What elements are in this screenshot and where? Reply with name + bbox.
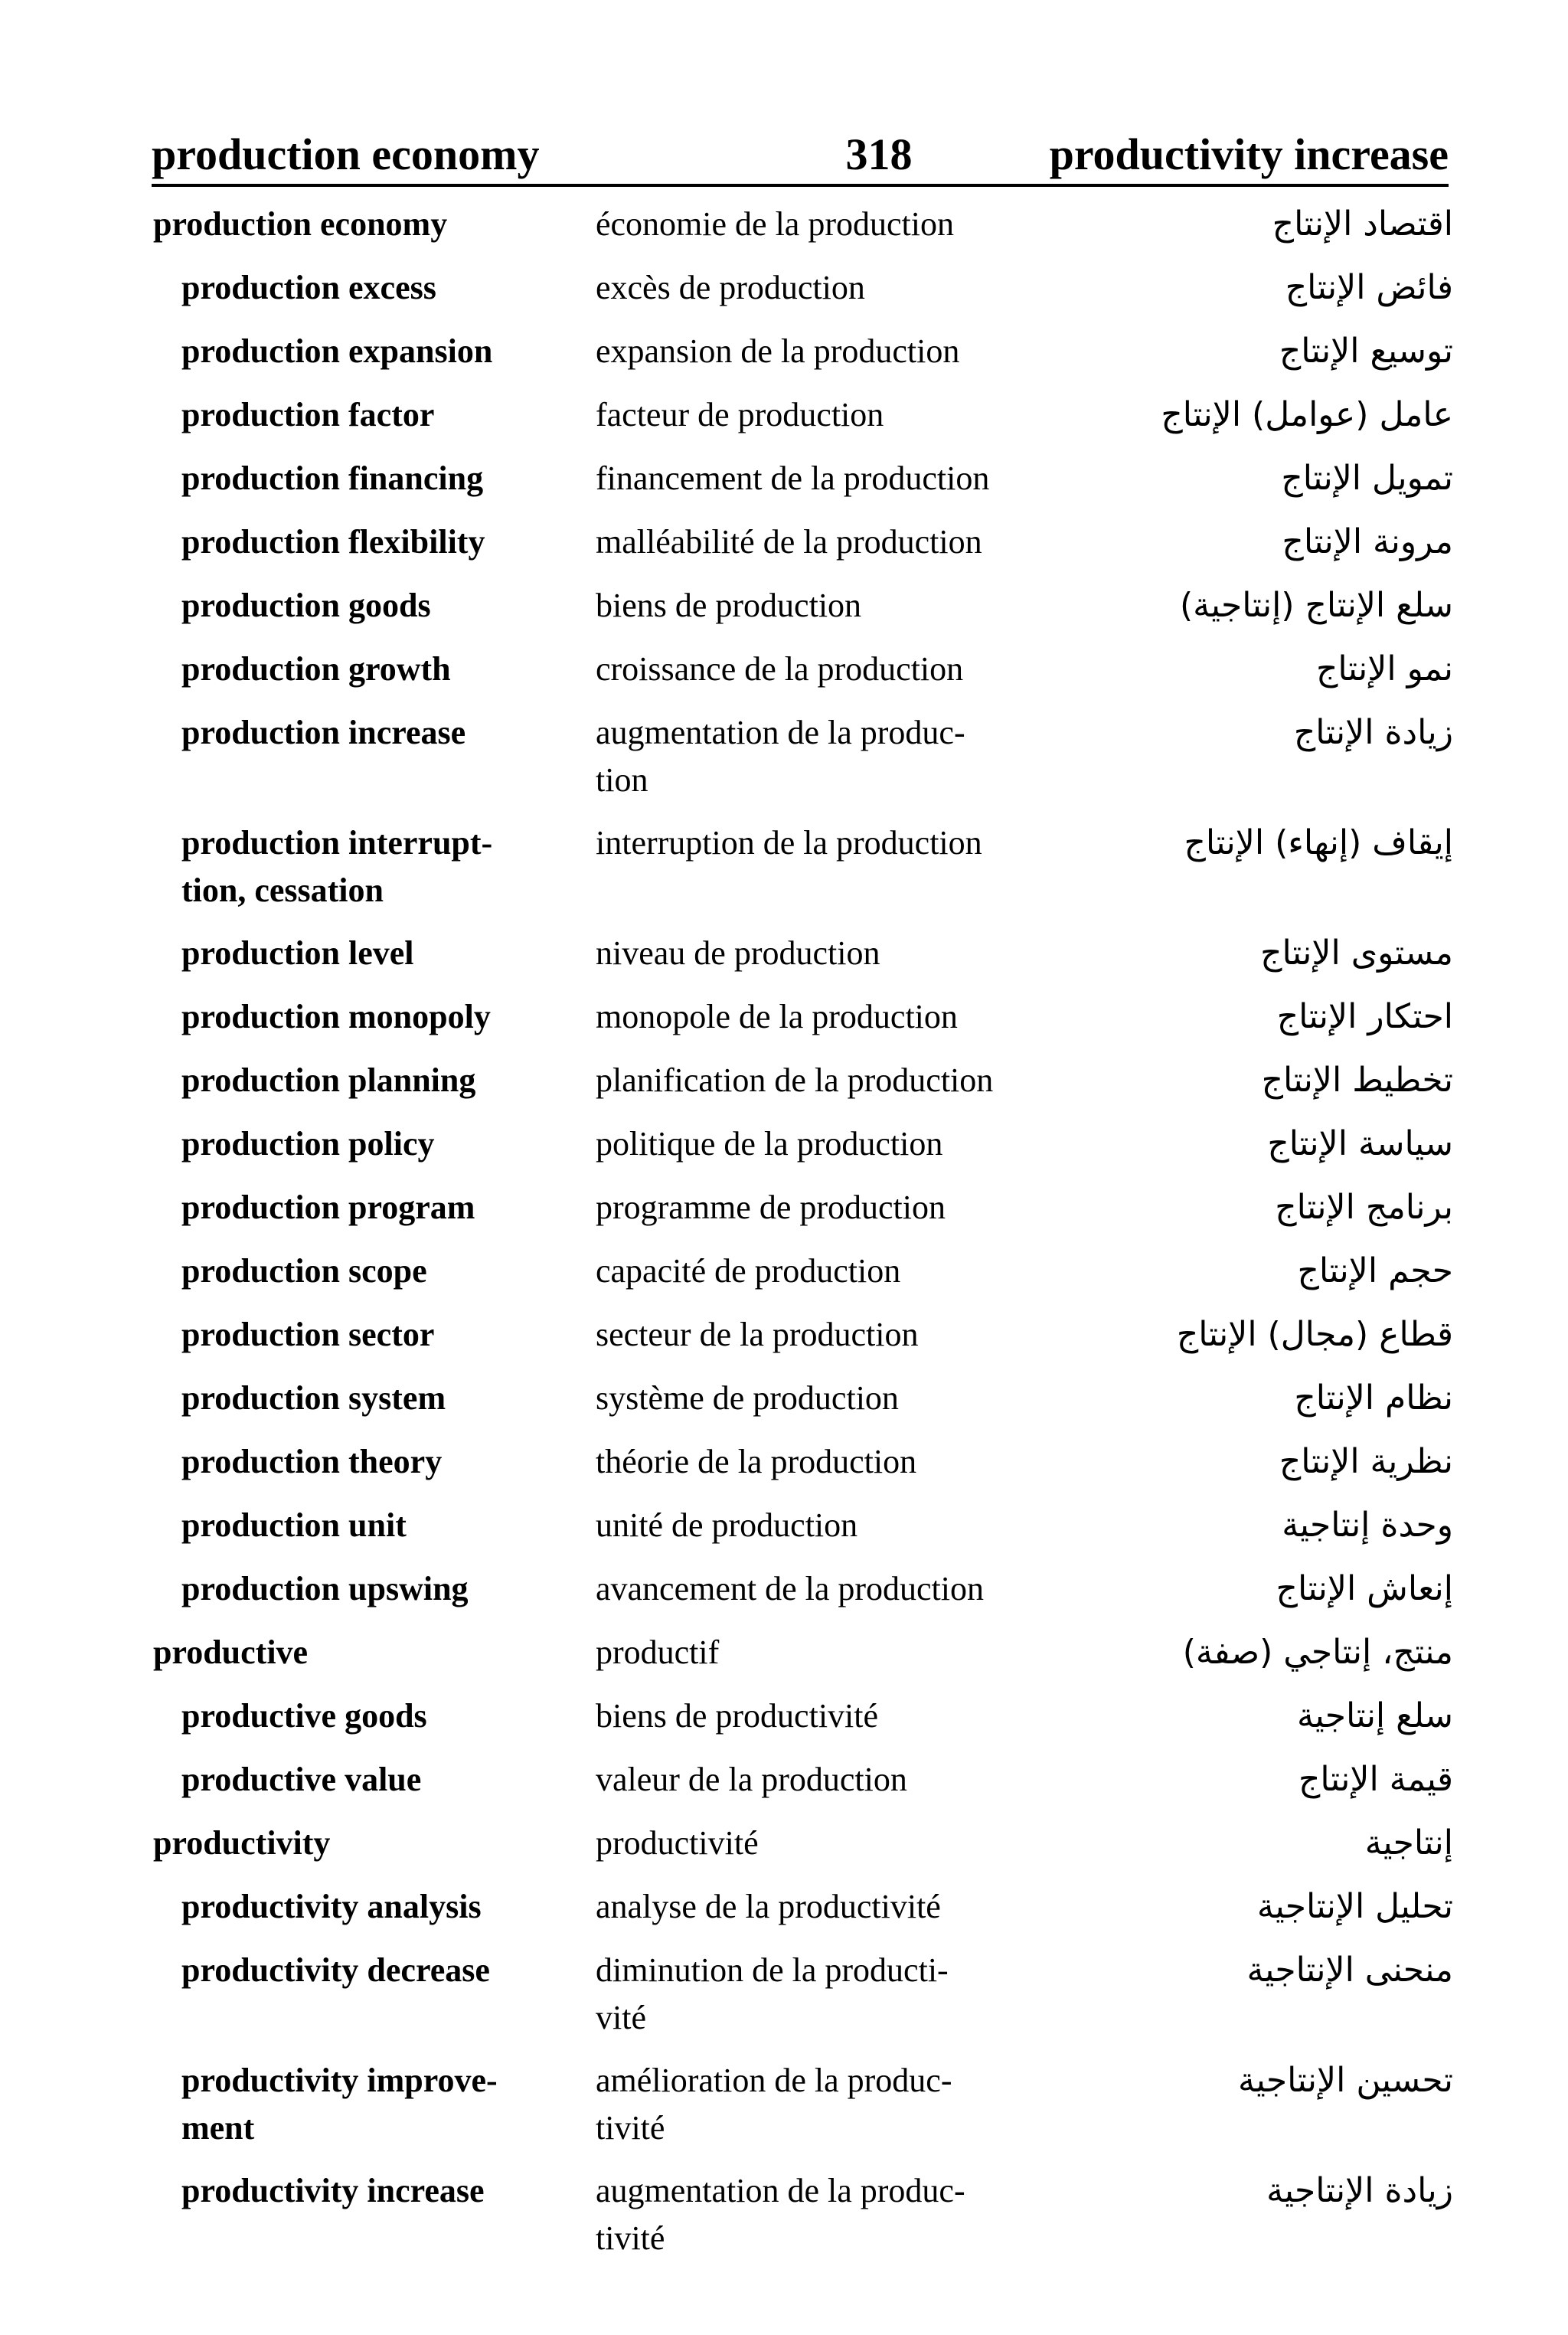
- arabic-term: إنعاش الإنتاج: [1276, 1569, 1453, 1608]
- arabic-term: احتكار الإنتاج: [1276, 997, 1453, 1036]
- french-term: système de production: [596, 1379, 899, 1417]
- french-term: politique de la production: [596, 1125, 943, 1163]
- french-term: productif: [596, 1634, 720, 1671]
- arabic-term: فائض الإنتاج: [1285, 268, 1453, 307]
- english-term: production goods: [181, 587, 431, 624]
- arabic-term: اقتصاد الإنتاج: [1272, 204, 1453, 244]
- french-term: biens de production: [596, 587, 862, 624]
- arabic-term: زيادة الإنتاجية: [1266, 2171, 1453, 2210]
- french-term: augmentation de la produc- tion: [596, 714, 965, 799]
- arabic-term: تمويل الإنتاج: [1281, 459, 1453, 498]
- arabic-term: نظرية الإنتاج: [1279, 1442, 1453, 1481]
- arabic-term: تخطيط الإنتاج: [1261, 1061, 1453, 1100]
- english-term: productive goods: [181, 1697, 427, 1735]
- french-term: unité de production: [596, 1506, 858, 1544]
- arabic-term: إيقاف (إنهاء) الإنتاج: [1184, 823, 1453, 862]
- english-term: production policy: [181, 1125, 435, 1163]
- english-term: production excess: [181, 269, 436, 306]
- arabic-term: سلع إنتاجية: [1296, 1696, 1453, 1735]
- french-term: niveau de production: [596, 934, 880, 972]
- french-term: augmentation de la produc- tivité: [596, 2172, 965, 2257]
- english-term: production flexibility: [181, 523, 485, 561]
- english-term: productivity analysis: [181, 1888, 482, 1925]
- arabic-term: حجم الإنتاج: [1297, 1251, 1453, 1290]
- french-term: capacité de production: [596, 1252, 901, 1290]
- english-term: productive value: [181, 1761, 422, 1798]
- english-term: productivity increase: [181, 2172, 485, 2209]
- arabic-term: نمو الإنتاج: [1315, 649, 1453, 688]
- arabic-term: وحدة إنتاجية: [1282, 1506, 1453, 1545]
- french-term: programme de production: [596, 1189, 946, 1226]
- arabic-term: منحنى الإنتاجية: [1246, 1951, 1453, 1990]
- english-term: production interrupt- tion, cessation: [181, 824, 493, 909]
- english-term: productive: [153, 1634, 309, 1671]
- english-term: production sector: [181, 1316, 435, 1353]
- english-term: production factor: [181, 396, 435, 433]
- french-term: analyse de la productivité: [596, 1888, 941, 1925]
- french-term: expansion de la production: [596, 332, 960, 370]
- french-term: financement de la production: [596, 459, 990, 497]
- arabic-term: قيمة الإنتاج: [1298, 1760, 1453, 1799]
- french-term: interruption de la production: [596, 824, 982, 862]
- english-term: production expansion: [181, 332, 493, 370]
- arabic-term: مرونة الإنتاج: [1282, 522, 1453, 561]
- french-term: valeur de la production: [596, 1761, 907, 1798]
- english-term: productivity improve- ment: [181, 2062, 498, 2147]
- arabic-term: نظام الإنتاج: [1294, 1378, 1453, 1418]
- english-term: production level: [181, 934, 414, 972]
- french-term: diminution de la producti- vité: [596, 1951, 949, 2036]
- french-term: amélioration de la produc- tivité: [596, 2062, 952, 2147]
- arabic-term: سلع الإنتاج (إنتاجية): [1179, 586, 1453, 625]
- english-term: productivity decrease: [181, 1951, 490, 1989]
- french-term: théorie de la production: [596, 1443, 917, 1480]
- arabic-term: زيادة الإنتاج: [1293, 713, 1453, 752]
- arabic-term: قطاع (مجال) الإنتاج: [1176, 1315, 1453, 1354]
- english-term: production upswing: [181, 1570, 469, 1607]
- english-term: production increase: [181, 714, 466, 751]
- english-term: production unit: [181, 1506, 407, 1544]
- english-term: production economy: [153, 205, 448, 243]
- english-term: production monopoly: [181, 998, 491, 1035]
- french-term: secteur de la production: [596, 1316, 919, 1353]
- english-term: productivity: [153, 1824, 331, 1862]
- arabic-term: إنتاجية: [1364, 1823, 1453, 1862]
- french-term: malléabilité de la production: [596, 523, 982, 561]
- page-number: 318: [845, 129, 913, 179]
- french-term: biens de productivité: [596, 1697, 879, 1735]
- arabic-term: توسيع الإنتاج: [1279, 332, 1453, 371]
- arabic-term: تحسين الإنتاجية: [1238, 2061, 1453, 2100]
- french-term: croissance de la production: [596, 650, 964, 688]
- arabic-term: برنامج الإنتاج: [1275, 1188, 1453, 1227]
- french-term: monopole de la production: [596, 998, 958, 1035]
- header-first-term: production economy: [152, 129, 540, 179]
- english-term: production planning: [181, 1061, 476, 1099]
- english-term: production theory: [181, 1443, 443, 1480]
- french-term: avancement de la production: [596, 1570, 985, 1607]
- arabic-term: تحليل الإنتاجية: [1256, 1887, 1453, 1926]
- english-term: production system: [181, 1379, 446, 1417]
- french-term: économie de la production: [596, 205, 954, 243]
- arabic-term: عامل (عوامل) الإنتاج: [1161, 395, 1453, 434]
- english-term: production program: [181, 1189, 475, 1226]
- english-term: production financing: [181, 459, 484, 497]
- french-term: facteur de production: [596, 396, 884, 433]
- english-term: production scope: [181, 1252, 427, 1290]
- french-term: planification de la production: [596, 1061, 994, 1099]
- french-term: productivité: [596, 1824, 759, 1862]
- english-term: production growth: [181, 650, 451, 688]
- french-term: excès de production: [596, 269, 865, 306]
- arabic-term: سياسة الإنتاج: [1267, 1124, 1453, 1163]
- arabic-term: مستوى الإنتاج: [1260, 934, 1453, 973]
- header-last-term: productivity increase: [1049, 129, 1449, 179]
- arabic-term: منتج، إنتاجي (صفة): [1182, 1633, 1453, 1672]
